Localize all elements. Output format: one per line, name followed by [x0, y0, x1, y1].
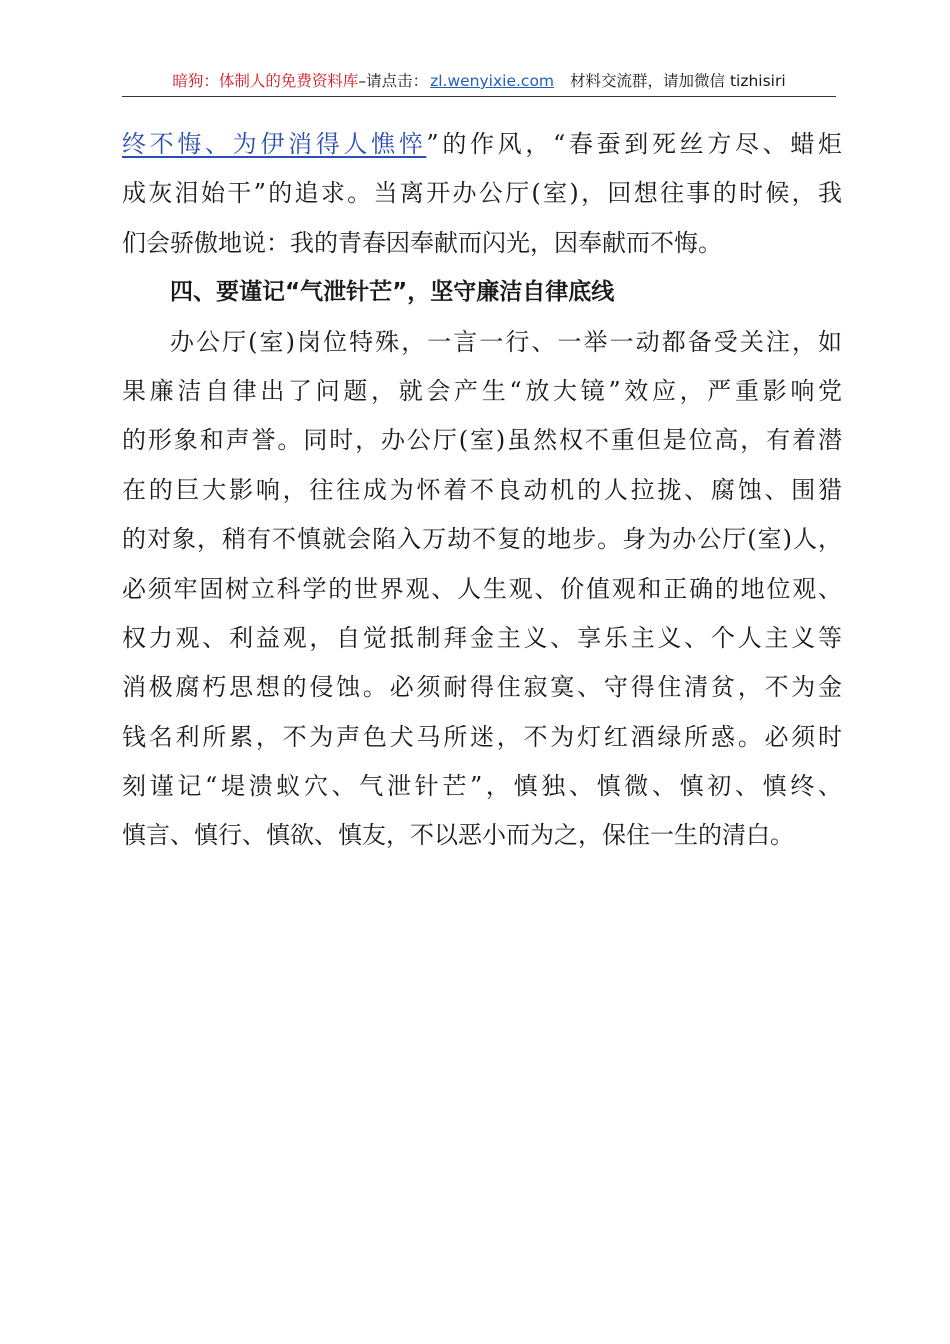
header-site-name: 暗狗：体制人的免费资料库: [172, 72, 359, 90]
paragraph2-line: 消极腐朽思想的侵蚀。必须耐得住寂寞、守得住清贫，不为金: [122, 673, 842, 702]
header-click-prompt: –请点击：: [358, 72, 429, 90]
paragraph2-line: 权力观、利益观，自觉抵制拜金主义、享乐主义、个人主义等: [122, 623, 842, 652]
document-body: [122, 120, 842, 861]
page-header: [122, 66, 836, 97]
paragraph1-line1: [122, 120, 842, 169]
paragraph2-line: 果廉洁自律出了问题，就会产生“放大镜”效应，严重影响党: [122, 376, 842, 405]
paragraph2-line: 在的巨大影响，往往成为怀着不良动机的人拉拢、腐蚀、围猎: [122, 475, 842, 504]
section-heading: 四、要谨记“气泄针芒”，坚守廉洁自律底线: [170, 279, 615, 306]
header-link[interactable]: zl.wenyixie.com: [430, 72, 555, 90]
paragraph2-line: 的形象和声誉。同时，办公厅(室)虽然权不重但是位高，有着潜: [122, 426, 842, 455]
paragraph2-line: 刻谨记“堤溃蚁穴、气泄针芒”，慎独、慎微、慎初、慎终、: [122, 772, 842, 801]
paragraph1-line2: 成灰泪始干”的追求。当离开办公厅(室)，回想往事的时候，我: [122, 179, 842, 208]
paragraph1-line1-rest: ”的作风，“春蚕到死丝方尽、蜡炬: [426, 130, 842, 158]
paragraph2-line: 办公厅(室)岗位特殊，一言一行、一举一动都备受关注，如: [170, 327, 842, 356]
header-contact: 材料交流群，请加微信 tizhisiri: [570, 72, 786, 90]
paragraph2-line: 钱名利所累，不为声色犬马所迷，不为灯红酒绿所惑。必须时: [122, 722, 842, 751]
paragraph1-line3: 们会骄傲地说：我的青春因奉献而闪光，因奉献而不悔。: [122, 228, 722, 257]
paragraph2-line: 慎言、慎行、慎欲、慎友，不以恶小而为之，保住一生的清白。: [122, 821, 794, 850]
paragraph2-line: 的对象，稍有不慎就会陷入万劫不复的地步。身为办公厅(室)人，: [122, 525, 842, 554]
inline-link-text[interactable]: 终不悔、为伊消得人憔悴: [122, 130, 427, 158]
paragraph2-line: 必须牢固树立科学的世界观、人生观、价值观和正确的地位观、: [122, 574, 842, 603]
